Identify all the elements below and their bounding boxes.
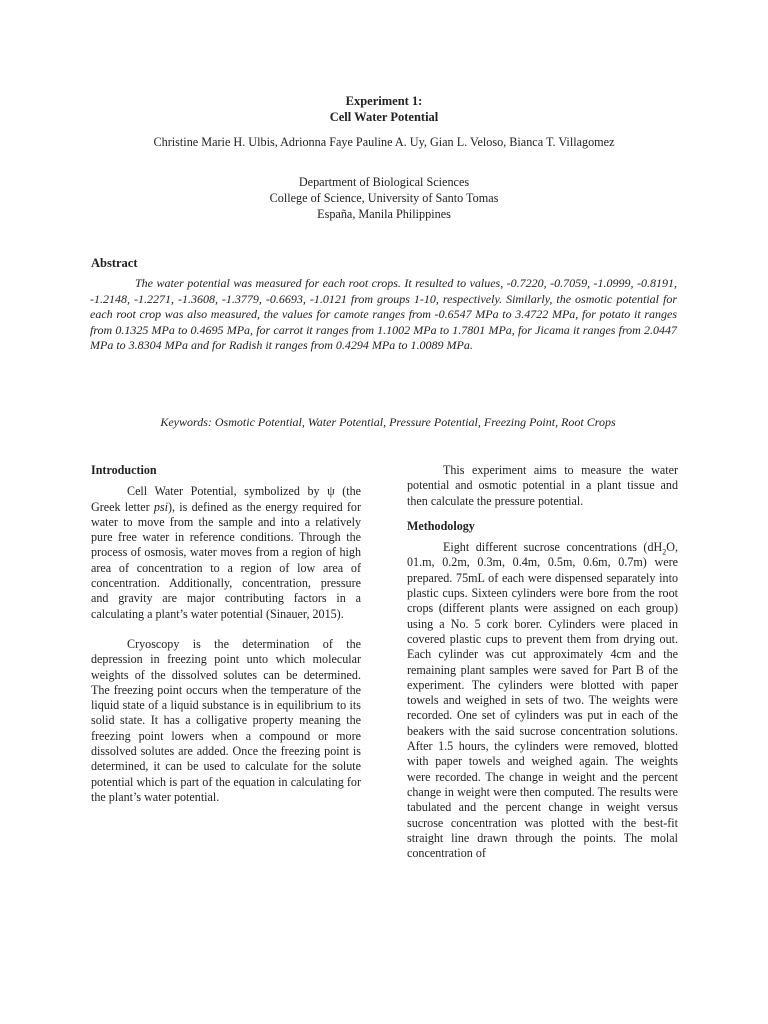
introduction-heading: Introduction (91, 463, 157, 477)
left-column (91, 463, 361, 805)
authors: Christine Marie H. Ulbis, Adrionna Faye Pauline A. Uy, Gian L. Veloso, Bianca T. Villagomez (153, 135, 615, 149)
introduction-paragraph-1: Cell Water Potential, symbolized by ψ (the Greek letter psi), is defined as the energy required for water to move from the sample and into a relatively pure free water in reference conditions. Through the process of osmosis, water moves from a region of high area of concentration to a region of low area of concentration. Additionally, concentration, pressure and gravity are major contributing factors in a calculating a plant’s water potential (Sinauer, 2015). (91, 484, 361, 621)
right-column (407, 463, 678, 861)
paper-title-line1: Experiment 1: (345, 94, 423, 108)
affiliation-line3: España, Manila Philippines (317, 207, 451, 221)
affiliation-line2: College of Science, University of Santo Tomas (269, 191, 499, 205)
paper-title-line2: Cell Water Potential (329, 110, 439, 124)
aim-paragraph: This experiment aims to measure the water potential and osmotic potential in a plant tissue and then calculate the pressure potential. (407, 463, 678, 508)
methodology-heading: Methodology (407, 518, 475, 533)
affiliation-line1: Department of Biological Sciences (298, 175, 470, 189)
abstract-text: The water potential was measured for each root crops. It resulted to values, -0.7220, -0.7059, -1.0999, -0.8191, -1.2148, -1.2271, -1.3608, -1.3779, -0.6693, -1.0121 from groups 1-10, respectively. Similarly, the osmotic potential for each root crop was also measured, the values for camote ranges from -0.6547 MPa to 3.4722 MPa, for potato it ranges from 0.1325 MPa to 0.4695 MPa, for carrot it ranges from 1.1002 MPa to 1.7801 MPa, for Jicama it ranges from 2.0447 MPa to 3.8304 MPa and for Radish it ranges from 0.4294 MPa to 1.0089 MPa. (90, 276, 677, 353)
abstract-heading: Abstract (91, 256, 138, 270)
keywords: Keywords: Osmotic Potential, Water Potential, Pressure Potential, Freezing Point, Root Crops (160, 415, 616, 429)
introduction-paragraph-2: Cryoscopy is the determination of the depression in freezing point unto which molecular weights of the dissolved solutes can be determined. The freezing point occurs when the temperature of the liquid state of a liquid substance is in equilibrium to its solid state. It has a colligative property meaning the freezing point lowers when a compound or more dissolved solutes are added. Once the freezing point is determined, it can be used to calculate for the solute potential which is part of the equation in calculating for the plant’s water potential. (91, 636, 361, 804)
methodology-paragraph: Eight different sucrose concentrations ($dH_2O$, 01.m, 0.2m, 0.3m, 0.4m, 0.5m, 0.6m, 0.7m) were prepared. 75mL of each were dispensed separately into plastic cups. Sixteen cylinders were bore from the root crops (different plants were assigned on each group) using a No. 5 cork borer. Cylinders were placed in covered plastic cups to prevent them from drying out. Each cylinder was cut approximately 4cm and the remaining plant samples were saved for Part B of the experiment. The cylinders were blotted with paper towels and weighed in sets of two. The weights were recorded. One set of cylinders was put in each of the beakers with the said sucrose concentration solutions. After 1.5 hours, the cylinders were removed, blotted with paper towels and weighed again. The weights were recorded. The change in weight and the percent change in weight were then computed. The results were tabulated and the percent change in weight versus sucrose concentration was plotted with the best-fit straight line drawn through the points. The molal concentration of (407, 540, 678, 861)
